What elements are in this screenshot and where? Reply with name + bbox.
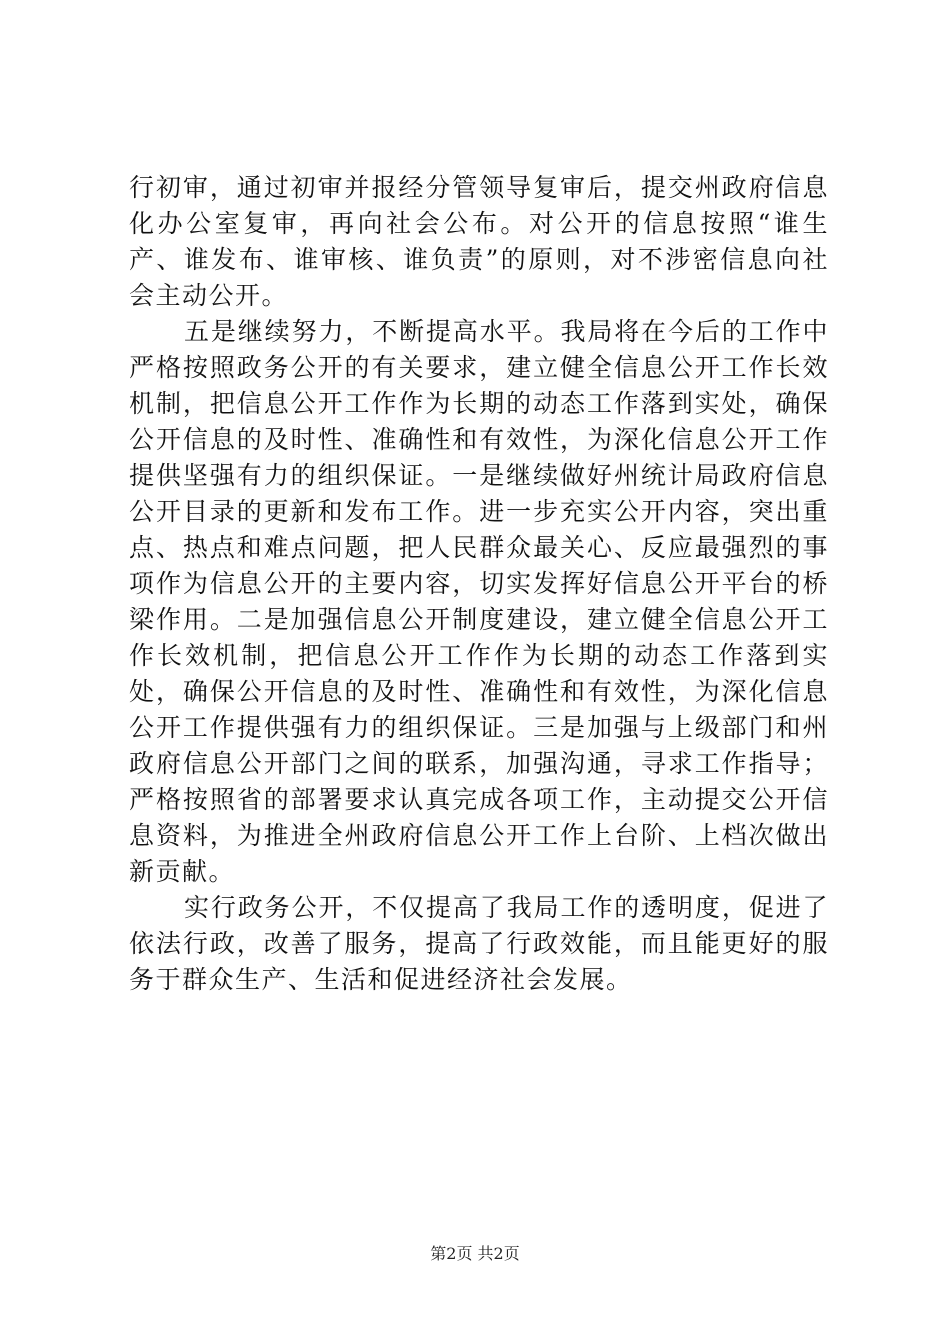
document-body [129,170,829,998]
paragraph-conclusion: 实行政务公开，不仅提高了我局工作的透明度，促进了依法行政，改善了服务，提高了行政效能，而且能更好的服务于群众生产、生活和促进经济社会发展。 [129,893,829,994]
page-footer: 第2页 共2页 [430,1244,520,1263]
paragraph-continued: 行初审，通过初审并报经分管领导复审后，提交州政府信息化办公室复审，再向社会公布。对公开的信息按照“谁生产、谁发布、谁审核、谁负责”的原则，对不涉密信息向社会主动公开。 [129,173,829,310]
paragraph-section-five: 五是继续努力，不断提高水平。我局将在今后的工作中严格按照政务公开的有关要求，建立健全信息公开工作长效机制，把信息公开工作作为长期的动态工作落到实处，确保公开信息的及时性、准确性和有效性，为深化信息公开工作提供坚强有力的组织保证。一是继续做好州统计局政府信息公开目录的更新和发布工作。进一步充实公开内容，突出重点、热点和难点问题，把人民群众最关心、反应最强烈的事项作为信息公开的主要内容，切实发挥好信息公开平台的桥梁作用。二是加强信息公开制度建设，建立健全信息公开工作长效机制，把信息公开工作作为长期的动态工作落到实处，确保公开信息的及时性、准确性和有效性，为深化信息公开工作提供强有力的组织保证。三是加强与上级部门和州政府信息公开部门之间的联系，加强沟通，寻求工作指导；严格按照省的部署要求认真完成各项工作，主动提交公开信息资料，为推进全州政府信息公开工作上台阶、上档次做出新贡献。 [129,317,829,886]
